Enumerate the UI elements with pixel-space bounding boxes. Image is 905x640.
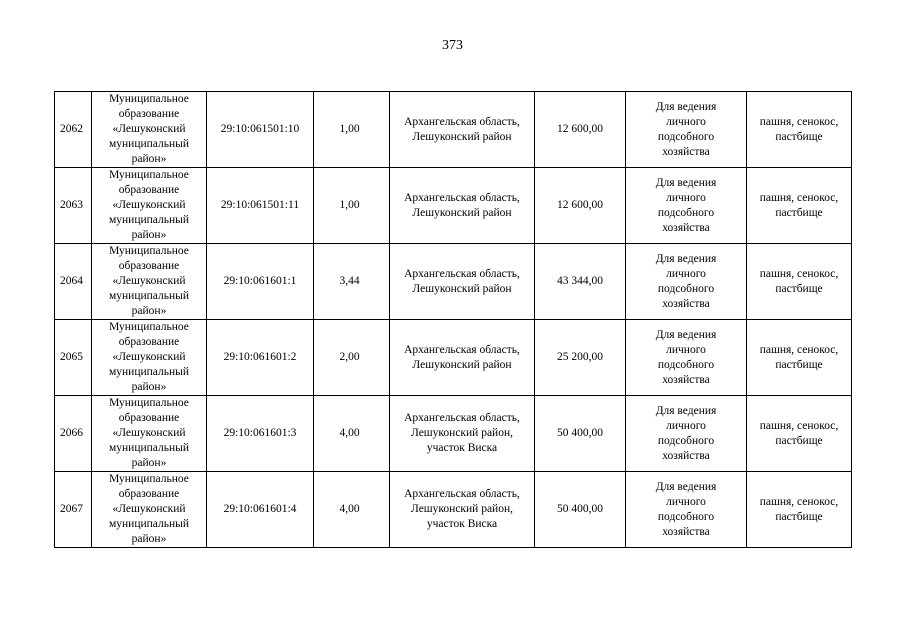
land-type-cell: пашня, сенокос, пастбище bbox=[747, 92, 852, 168]
cadastral-number-cell: 29:10:061601:4 bbox=[207, 472, 314, 548]
cadastral-number-cell: 29:10:061601:2 bbox=[207, 320, 314, 396]
land-type-cell: пашня, сенокос, пастбище bbox=[747, 168, 852, 244]
land-type-cell: пашня, сенокос, пастбище bbox=[747, 320, 852, 396]
owner-cell: Муниципальное образование «Лешуконский муниципальный район» bbox=[92, 168, 207, 244]
owner-cell: Муниципальное образование «Лешуконский муниципальный район» bbox=[92, 320, 207, 396]
price-cell: 12 600,00 bbox=[535, 92, 626, 168]
table-row bbox=[55, 396, 852, 472]
permitted-use-cell: Для ведения личного подсобного хозяйства bbox=[626, 92, 747, 168]
table-row bbox=[55, 92, 852, 168]
row-number: 2064 bbox=[55, 244, 92, 320]
area-cell: 3,44 bbox=[314, 244, 390, 320]
area-cell: 1,00 bbox=[314, 168, 390, 244]
price-cell: 50 400,00 bbox=[535, 396, 626, 472]
land-type-cell: пашня, сенокос, пастбище bbox=[747, 244, 852, 320]
location-cell: Архангельская область, Лешуконский район bbox=[390, 244, 535, 320]
location-cell: Архангельская область, Лешуконский район bbox=[390, 320, 535, 396]
owner-cell: Муниципальное образование «Лешуконский муниципальный район» bbox=[92, 472, 207, 548]
location-cell: Архангельская область, Лешуконский район bbox=[390, 168, 535, 244]
area-cell: 2,00 bbox=[314, 320, 390, 396]
land-plots-table bbox=[54, 91, 852, 548]
area-cell: 4,00 bbox=[314, 396, 390, 472]
permitted-use-cell: Для ведения личного подсобного хозяйства bbox=[626, 472, 747, 548]
price-cell: 43 344,00 bbox=[535, 244, 626, 320]
row-number: 2067 bbox=[55, 472, 92, 548]
table-row bbox=[55, 168, 852, 244]
table-row bbox=[55, 320, 852, 396]
cadastral-number-cell: 29:10:061501:10 bbox=[207, 92, 314, 168]
page-number: 373 bbox=[442, 38, 463, 53]
owner-cell: Муниципальное образование «Лешуконский муниципальный район» bbox=[92, 92, 207, 168]
row-number: 2066 bbox=[55, 396, 92, 472]
price-cell: 12 600,00 bbox=[535, 168, 626, 244]
area-cell: 1,00 bbox=[314, 92, 390, 168]
table-row bbox=[55, 472, 852, 548]
location-cell: Архангельская область, Лешуконский район, участок Виска bbox=[390, 472, 535, 548]
table-row bbox=[55, 244, 852, 320]
price-cell: 25 200,00 bbox=[535, 320, 626, 396]
owner-cell: Муниципальное образование «Лешуконский муниципальный район» bbox=[92, 244, 207, 320]
cadastral-number-cell: 29:10:061501:11 bbox=[207, 168, 314, 244]
row-number: 2062 bbox=[55, 92, 92, 168]
location-cell: Архангельская область, Лешуконский район bbox=[390, 92, 535, 168]
permitted-use-cell: Для ведения личного подсобного хозяйства bbox=[626, 320, 747, 396]
owner-cell: Муниципальное образование «Лешуконский муниципальный район» bbox=[92, 396, 207, 472]
price-cell: 50 400,00 bbox=[535, 472, 626, 548]
land-type-cell: пашня, сенокос, пастбище bbox=[747, 396, 852, 472]
row-number: 2065 bbox=[55, 320, 92, 396]
permitted-use-cell: Для ведения личного подсобного хозяйства bbox=[626, 244, 747, 320]
location-cell: Архангельская область, Лешуконский район, участок Виска bbox=[390, 396, 535, 472]
permitted-use-cell: Для ведения личного подсобного хозяйства bbox=[626, 168, 747, 244]
area-cell: 4,00 bbox=[314, 472, 390, 548]
cadastral-number-cell: 29:10:061601:3 bbox=[207, 396, 314, 472]
permitted-use-cell: Для ведения личного подсобного хозяйства bbox=[626, 396, 747, 472]
cadastral-number-cell: 29:10:061601:1 bbox=[207, 244, 314, 320]
row-number: 2063 bbox=[55, 168, 92, 244]
land-type-cell: пашня, сенокос, пастбище bbox=[747, 472, 852, 548]
